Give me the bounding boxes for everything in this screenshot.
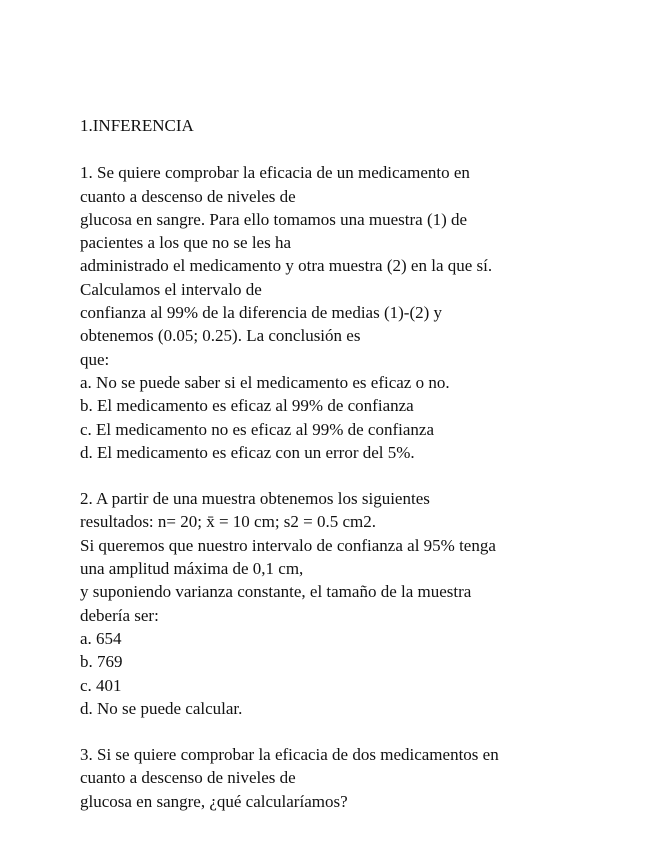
- question-3-text-line: 3. Si se quiere comprobar la eficacia de dos medicamentos en: [80, 745, 499, 765]
- question-1-text-line: administrado el medicamento y otra muestra (2) en la que sí.: [80, 256, 493, 276]
- question-1-text-line: confianza al 99% de la diferencia de medias (1)-(2) y: [80, 303, 443, 323]
- question-1-text-line: cuanto a descenso de niveles de: [80, 186, 296, 206]
- question-1-option-b: b. El medicamento es eficaz al 99% de confianza: [80, 396, 414, 416]
- question-2-text-line: debería ser:: [80, 605, 159, 625]
- question-2: [80, 487, 650, 720]
- question-1: [80, 161, 650, 464]
- question-2-text-line: una amplitud máxima de 0,1 cm,: [80, 559, 304, 579]
- question-2-option-a: a. 654: [80, 628, 122, 648]
- question-1-text-line: pacientes a los que no se les ha: [80, 233, 292, 253]
- question-2-option-d: d. No se puede calcular.: [80, 698, 243, 718]
- question-1-text-line: 1. Se quiere comprobar la eficacia de un medicamento en: [80, 163, 470, 183]
- question-2-text-line: y suponiendo varianza constante, el tamaño de la muestra: [80, 582, 472, 602]
- question-3-text-line: glucosa en sangre, ¿qué calcularíamos?: [80, 791, 348, 811]
- question-3-text-line: cuanto a descenso de niveles de: [80, 768, 296, 788]
- question-1-text-line: obtenemos (0.05; 0.25). La conclusión es: [80, 326, 361, 346]
- question-1-option-c: c. El medicamento no es eficaz al 99% de confianza: [80, 419, 434, 439]
- question-2-text-line: resultados: n= 20; x̄ = 10 cm; s2 = 0.5 cm2.: [80, 512, 377, 532]
- question-2-text-line: 2. A partir de una muestra obtenemos los siguientes: [80, 489, 430, 509]
- question-2-option-c: c. 401: [80, 675, 122, 695]
- question-1-text-line: que:: [80, 349, 110, 369]
- question-2-text-line: Si queremos que nuestro intervalo de confianza al 95% tenga: [80, 535, 496, 555]
- question-1-option-d: d. El medicamento es eficaz con un error del 5%.: [80, 442, 415, 462]
- question-1-text-line: Calculamos el intervalo de: [80, 279, 262, 299]
- document-page: [80, 114, 650, 836]
- question-1-text-line: glucosa en sangre. Para ello tomamos una muestra (1) de: [80, 209, 468, 229]
- question-3: [80, 743, 650, 813]
- question-2-option-b: b. 769: [80, 652, 123, 672]
- document-title: 1.INFERENCIA: [80, 116, 194, 135]
- question-1-option-a: a. No se puede saber si el medicamento es eficaz o no.: [80, 372, 450, 392]
